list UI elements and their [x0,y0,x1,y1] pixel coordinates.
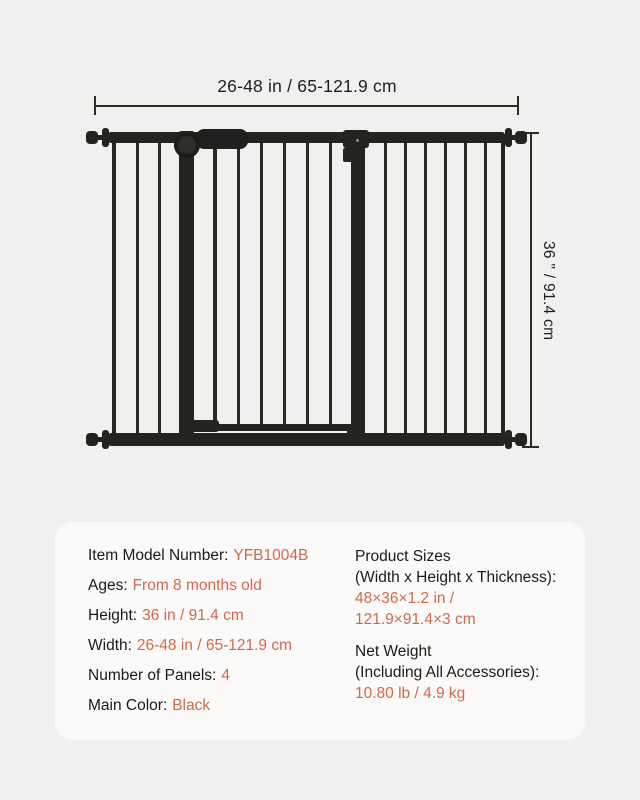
latch-housing-lower [343,148,357,162]
width-dimension-line [95,105,519,107]
spec-subtitle: (Width x Height x Thickness): [355,569,557,586]
spec-label: Number of Panels: [88,667,217,684]
spec-row-color [88,698,308,714]
spec-title: Net Weight [355,643,432,660]
gate-bar [384,142,387,434]
spec-block-product-sizes [355,546,556,630]
spec-value: 48×36×1.2 in / [355,590,455,607]
spec-label: Width: [88,637,132,654]
door-bottom-rail [196,424,354,431]
pressure-knob-bottom-right [515,433,527,446]
spec-value: 4 [221,667,230,684]
gate-bar [424,142,427,434]
height-dimension-line [530,133,532,448]
gate-bar [404,142,407,434]
spec-value: Black [172,697,211,714]
latch-screw [356,139,359,142]
spec-label: Ages: [88,577,128,594]
spec-label: Height: [88,607,138,624]
spec-title: Product Sizes [355,548,451,565]
gate-left-upright [112,140,116,436]
spec-value: 121.9×91.4×3 cm [355,611,476,628]
gate-bottom-rail [108,433,505,446]
gate-bar [444,142,447,434]
spec-list-right [355,546,556,715]
spec-value: From 8 months old [132,577,262,594]
spec-row-ages [88,578,308,594]
gate-door-bar [329,142,332,424]
width-dimension-label: 26-48 in / 65-121.9 cm [217,76,397,96]
gate-door-bar [283,142,286,424]
gate-door-bar [237,142,240,424]
spec-block-net-weight [355,641,556,704]
gate-top-rail [108,132,505,143]
gate-bar [464,142,467,434]
height-dimension-tick-bottom [522,446,539,448]
spec-row-model-number [88,548,308,564]
hinge-disc [174,132,200,158]
gate-bar [136,142,139,434]
pressure-knob-top-left [86,131,98,144]
spec-value: 36 in / 91.4 cm [142,607,244,624]
spec-label: Main Color: [88,697,168,714]
height-dimension-label: 36 " / 91.4 cm [540,241,557,341]
width-dimension-tick-left [94,96,96,115]
spec-list-left [88,548,308,728]
spec-subtitle: (Including All Accessories): [355,664,540,681]
gate-bar [158,142,161,434]
latch-post [351,131,365,434]
spec-value: 10.80 lb / 4.9 kg [355,685,466,702]
hinge-post [179,131,194,434]
spec-row-height [88,608,308,624]
pressure-knob-top-right [515,131,527,144]
pressure-knob-top-left-flange [102,128,109,147]
door-edge-bar [213,142,217,424]
gate-right-upright [501,140,505,436]
spec-label: Item Model Number: [88,547,229,564]
door-handle [196,129,248,149]
width-dimension-tick-right [517,96,519,115]
pressure-knob-bottom-left-flange [102,430,109,449]
spec-value: YFB1004B [233,547,309,564]
spec-row-panels [88,668,308,684]
gate-bar [484,142,487,434]
spec-row-width [88,638,308,654]
door-bottom-rail-hook [347,424,353,436]
gate-door-bar [306,142,309,424]
spec-panel [55,522,585,740]
pressure-knob-bottom-left [86,433,98,446]
spec-value: 26-48 in / 65-121.9 cm [136,637,292,654]
gate-door-bar [260,142,263,424]
door-bottom-rail-connector [187,420,219,432]
